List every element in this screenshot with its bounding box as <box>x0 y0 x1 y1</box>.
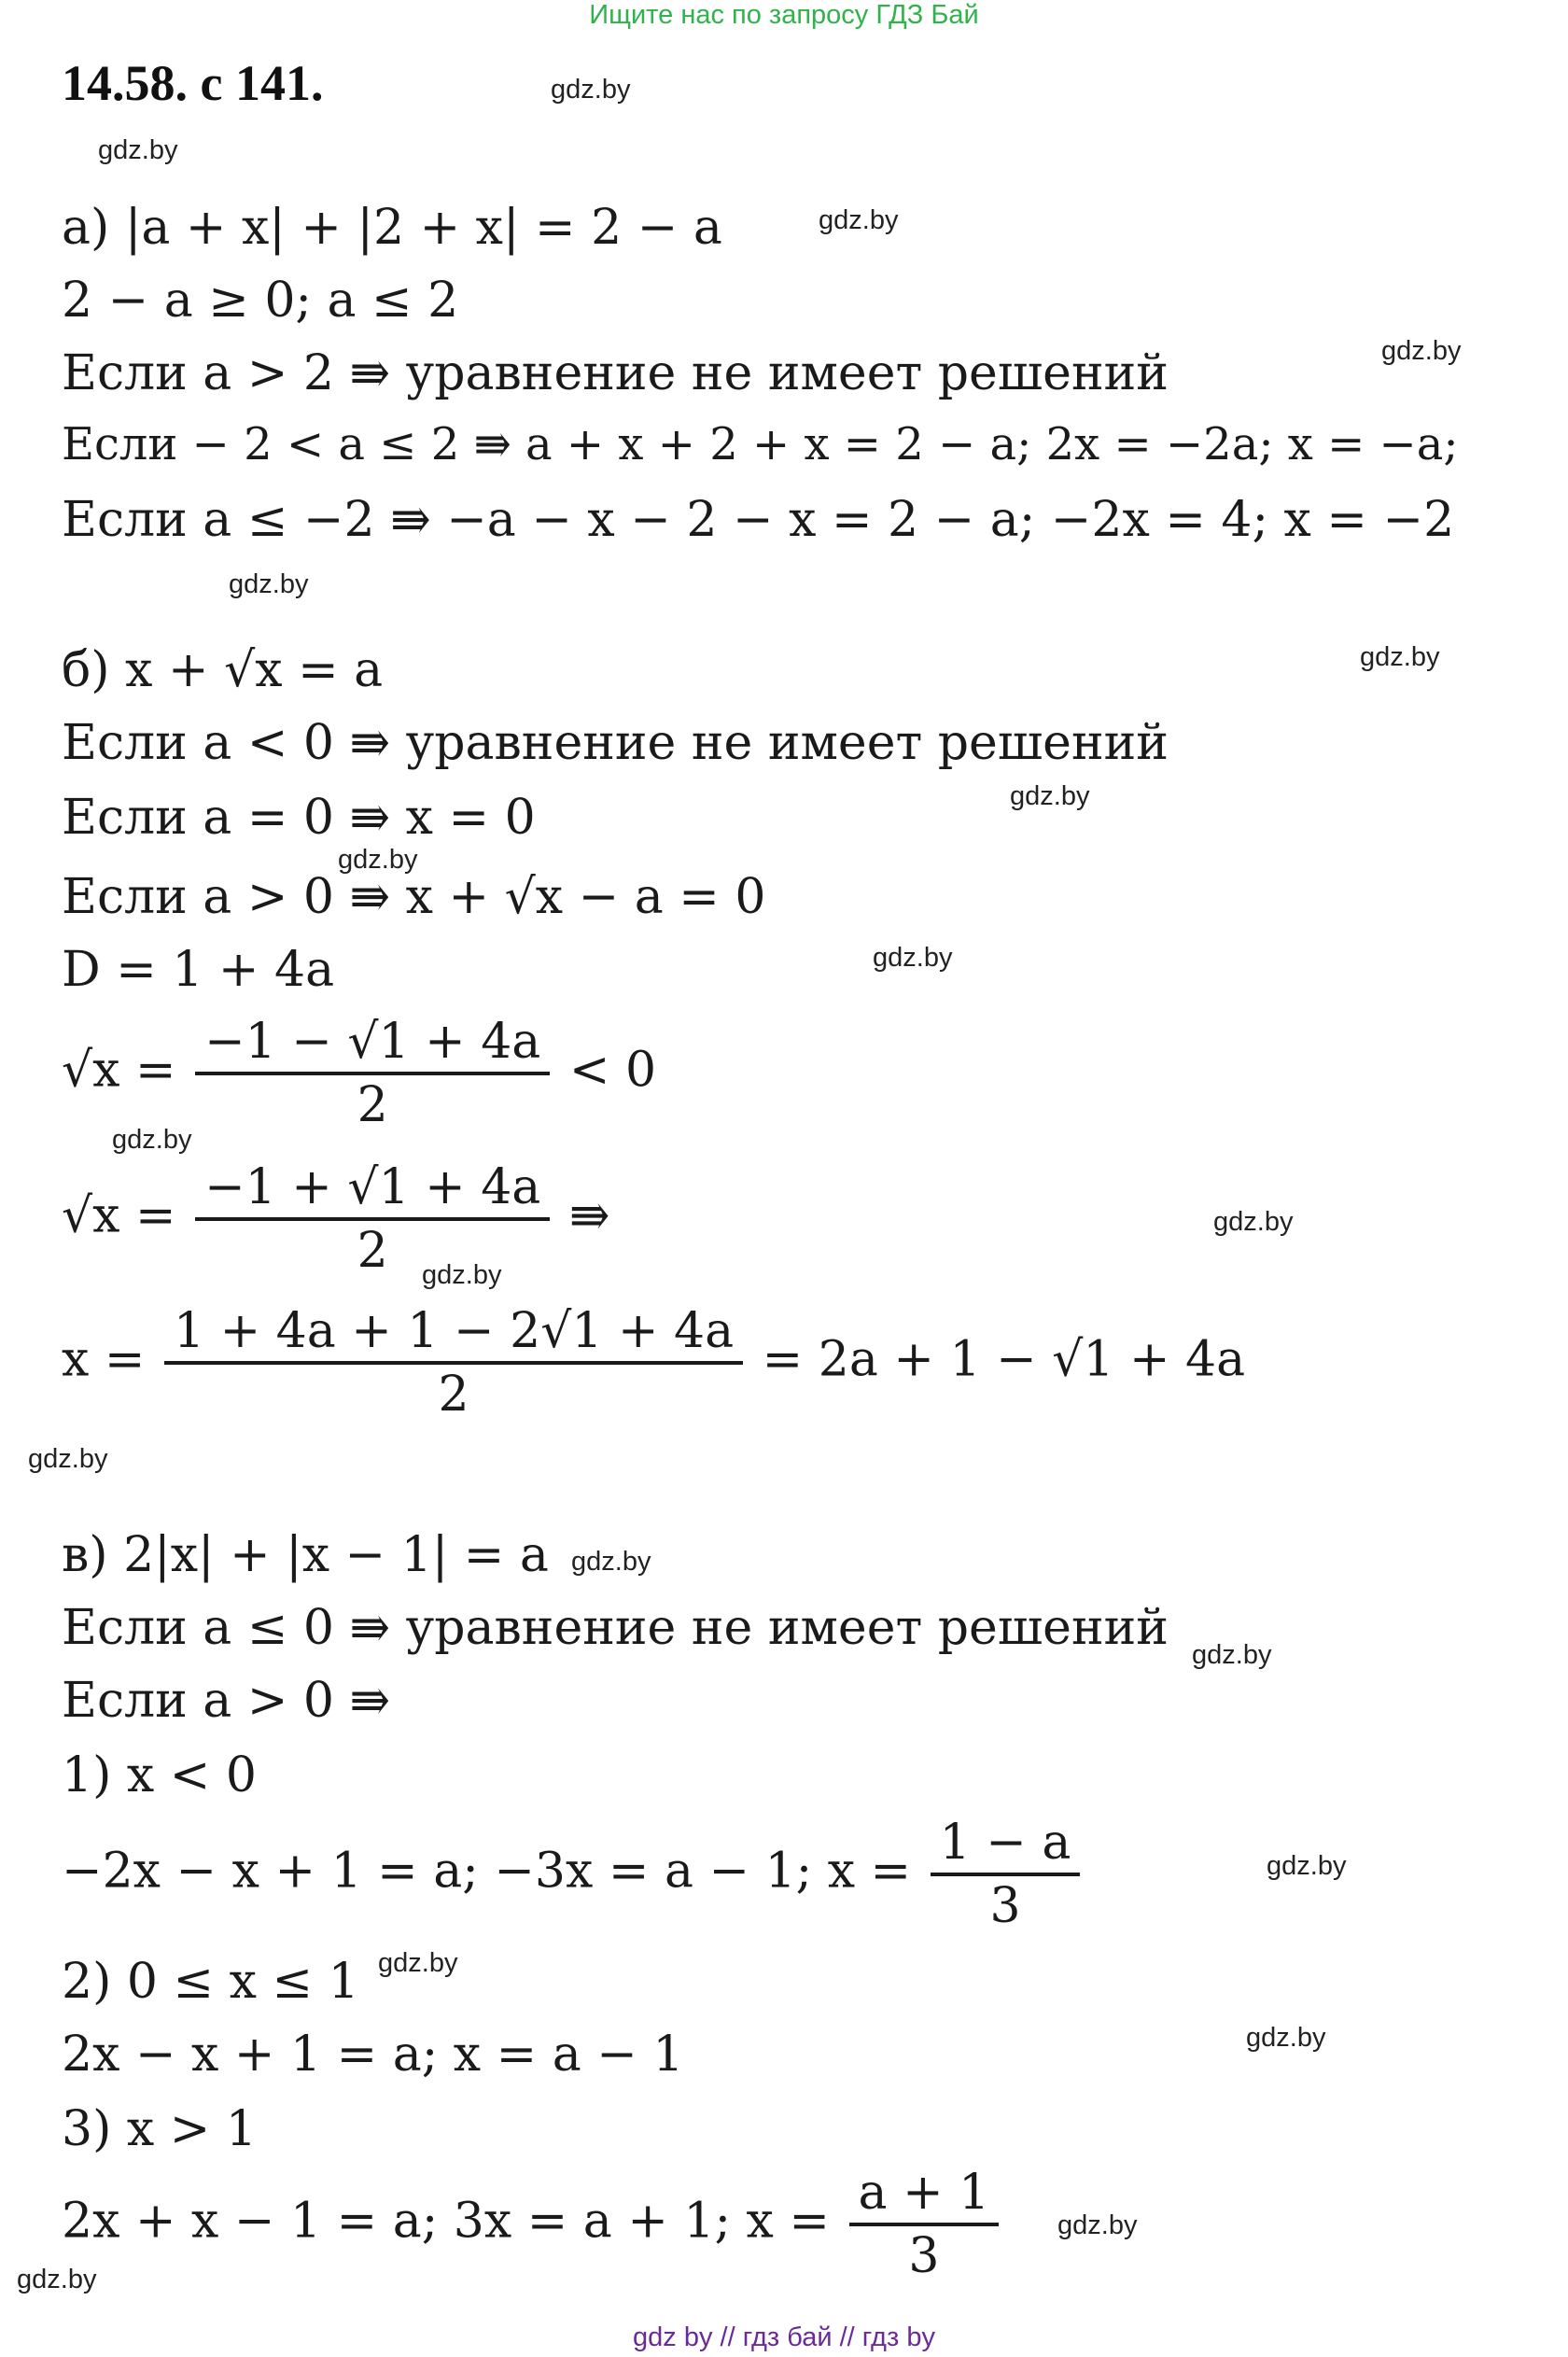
solution-line: в) 2|x| + |x − 1| = a <box>62 1527 549 1583</box>
fraction-equation-1 <box>62 1014 657 1133</box>
solution-line: 2x − x + 1 = a; x = a − 1 <box>62 2027 684 2083</box>
solution-line: Если a = 0 ⇛ x = 0 <box>62 790 536 846</box>
watermark: gdz.by <box>571 1547 651 1577</box>
watermark: gdz.by <box>873 943 953 973</box>
watermark: gdz.by <box>1213 1207 1294 1237</box>
solution-line: 3) x > 1 <box>62 2101 257 2157</box>
solution-line: Если a > 2 ⇛ уравнение не имеет решений <box>62 345 1169 401</box>
watermark: gdz.by <box>1057 2210 1138 2240</box>
fraction <box>164 1303 743 1423</box>
watermark: gdz.by <box>1381 336 1462 366</box>
numerator: −1 − √1 + 4a <box>195 1017 550 1075</box>
equation-lhs: 2x + x − 1 = a; 3x = a + 1; x = <box>62 2193 830 2250</box>
watermark: gdz.by <box>17 2265 97 2294</box>
numerator: 1 + 4a + 1 − 2√1 + 4a <box>164 1307 743 1365</box>
solution-line: б) x + √x = a <box>62 642 384 698</box>
denominator: 2 <box>438 1367 469 1423</box>
fraction-equation-4 <box>62 1815 1084 1934</box>
watermark: gdz.by <box>1267 1851 1347 1881</box>
solution-line: Если a ≤ 0 ⇛ уравнение не имеет решений <box>62 1600 1169 1656</box>
denominator: 3 <box>989 1878 1021 1934</box>
solution-line: Если a > 0 ⇛ x + √x − a = 0 <box>62 869 766 925</box>
denominator: 3 <box>908 2228 940 2284</box>
equation-rhs: = 2a + 1 − √1 + 4a <box>762 1331 1246 1388</box>
numerator: a + 1 <box>849 2168 1000 2226</box>
solution-line: а) |a + x| + |2 + x| = 2 − a <box>62 200 722 256</box>
solution-line: Если − 2 < a ≤ 2 ⇛ a + x + 2 + x = 2 − a; 2x = −2a; x = −a; <box>62 418 1459 470</box>
denominator: 2 <box>357 1077 388 1133</box>
equation-lhs: x = <box>62 1331 146 1388</box>
equation-rhs: ⇛ <box>568 1187 610 1244</box>
fraction-equation-2 <box>62 1159 610 1279</box>
fraction <box>195 1159 550 1279</box>
watermark: gdz.by <box>338 845 418 875</box>
fraction-equation-3 <box>62 1303 1246 1423</box>
fraction-equation-5 <box>62 2165 1002 2284</box>
solution-line: 1) x < 0 <box>62 1747 257 1803</box>
equation-lhs: √x = <box>62 1042 176 1099</box>
watermark: gdz.by <box>28 1444 108 1474</box>
watermark: gdz.by <box>1360 642 1440 672</box>
solution-line: D = 1 + 4a <box>62 942 335 998</box>
watermark: gdz.by <box>819 205 899 235</box>
page-title: 14.58. с 141. <box>62 55 324 111</box>
denominator: 2 <box>357 1223 388 1279</box>
equation-lhs: √x = <box>62 1187 176 1244</box>
watermark: gdz.by <box>98 135 178 165</box>
watermark: gdz.by <box>551 75 631 105</box>
solution-line: Если a ≤ −2 ⇛ −a − x − 2 − x = 2 − a; −2x = 4; x = −2 <box>62 492 1455 548</box>
equation-rhs: < 0 <box>568 1042 657 1099</box>
fraction <box>849 2165 1000 2284</box>
numerator: −1 + √1 + 4a <box>195 1163 550 1221</box>
equation-lhs: −2x − x + 1 = a; −3x = a − 1; x = <box>62 1843 912 1900</box>
solution-line: 2) 0 ≤ x ≤ 1 <box>62 1954 359 2010</box>
watermark: gdz.by <box>378 1948 458 1978</box>
solution-line: 2 − a ≥ 0; a ≤ 2 <box>62 273 459 329</box>
solution-line: Если a < 0 ⇛ уравнение не имеет решений <box>62 715 1169 771</box>
watermark: gdz.by <box>229 569 309 599</box>
watermark: gdz.by <box>1010 781 1090 811</box>
numerator: 1 − a <box>931 1818 1081 1876</box>
fraction <box>931 1815 1081 1934</box>
watermark: gdz.by <box>112 1125 192 1155</box>
solution-line: Если a > 0 ⇛ <box>62 1673 391 1729</box>
footer-links: gdz by // гдз бай // гдз by <box>633 2322 935 2352</box>
watermark: gdz.by <box>422 1260 502 1290</box>
watermark: gdz.by <box>1246 2023 1326 2053</box>
fraction <box>195 1014 550 1133</box>
top-banner: Ищите нас по запросу ГДЗ Бай <box>589 0 979 30</box>
watermark: gdz.by <box>1192 1640 1272 1670</box>
